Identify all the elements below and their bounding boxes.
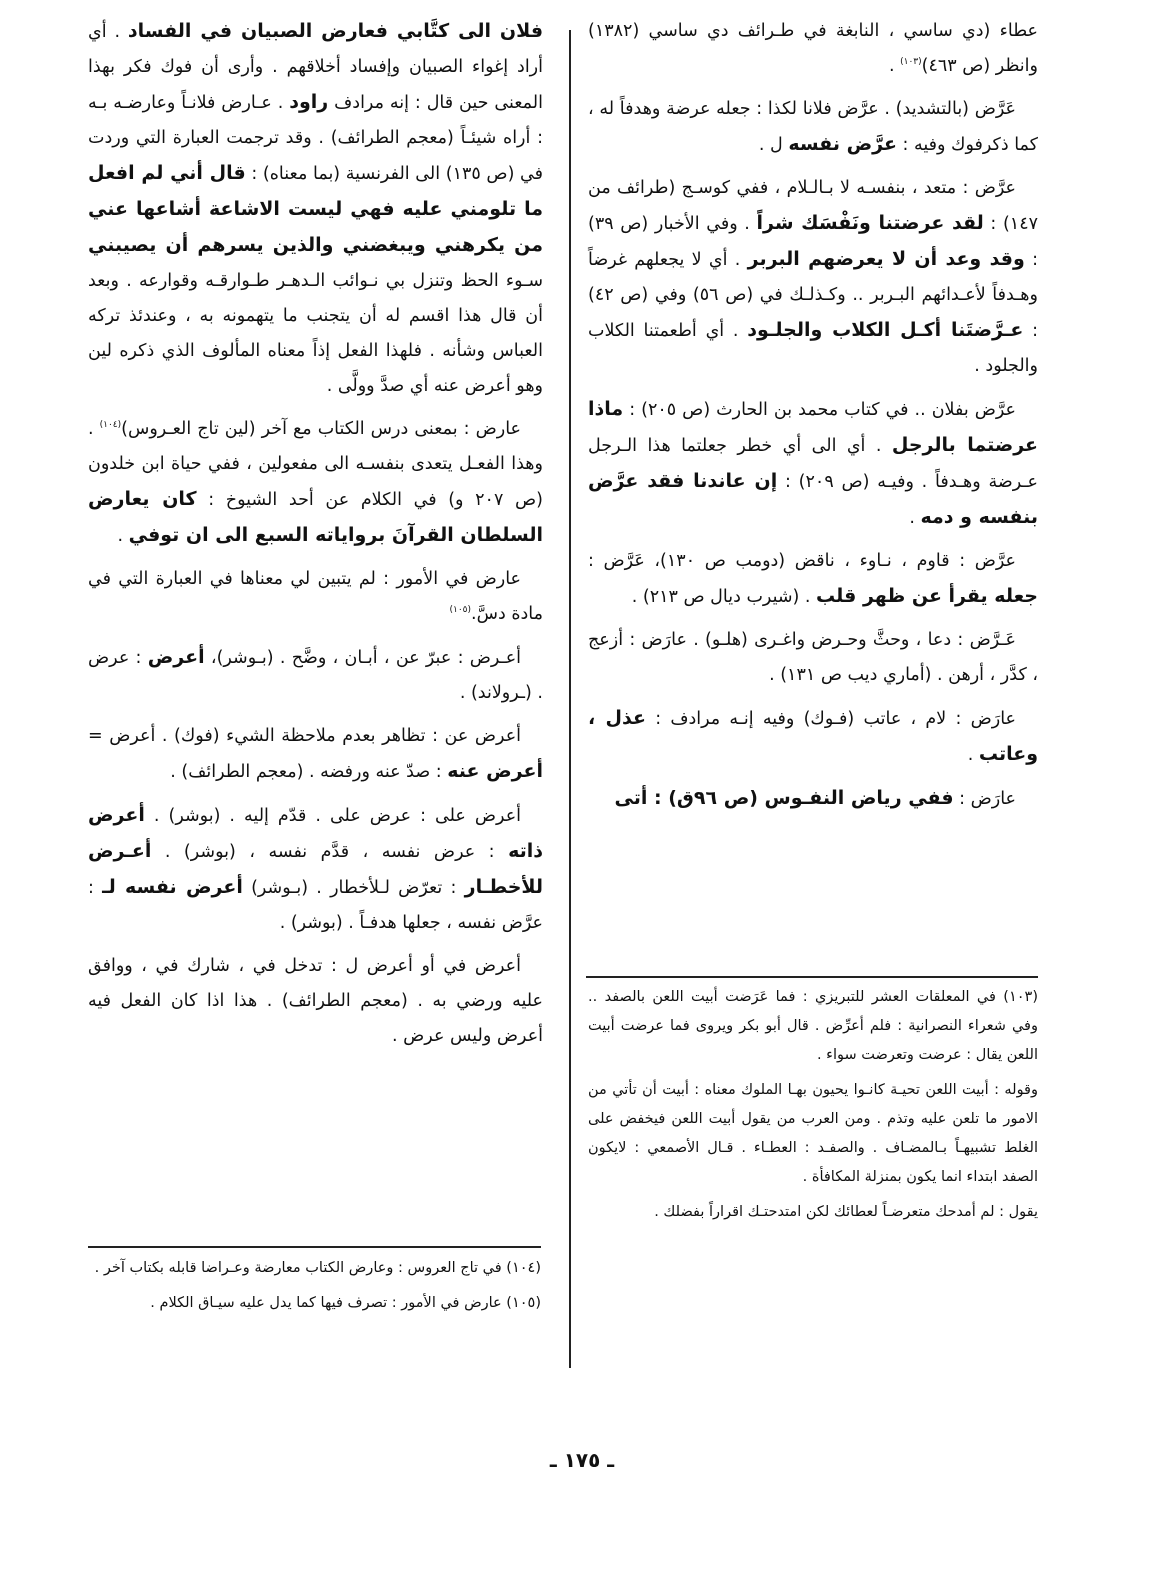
body-text: . (شيرب ديال ص ٢١٣) . [631,587,817,607]
emphasized-text: كان يعارض السلطان القرآنَ برواياته السبع الى ان توفي [88,488,543,546]
emphasized-text: أعرض ذاته [88,804,543,862]
body-text: عرَّض : قاوم ، نـاوء ، ناقض (دومب ص ١٣٠)، عَرَّض : [588,551,1016,571]
emphasized-text: ماذا عرضتما بالرجل [588,398,1039,456]
emphasized-text: أعرض [147,646,205,668]
right_column-paragraph [588,392,1038,536]
body-text: عارض في الأمور : لم يتبين لي معناها في العبارة التي في مادة دسَّ. [88,569,543,624]
emphasized-text: فلان الى كتَّابي فعارض الصبيان في الفساد [127,20,544,42]
footnote-separator-left [88,1246,541,1248]
right_column-paragraph [588,781,1038,817]
emphasized-text: جعله يقرأ عن ظهر قلب [816,585,1038,607]
footnote: يقول : لم أمدحك متعرضـاً لعطائك لكن امتدحتـك اقراراً بفضلك . [654,1204,1038,1220]
footnote: وقوله : أبيت اللعن تحيـة كانـوا يحيون بهـا الملوك معناه : أبيت أن تأتي من الامور ما تلعن عليه وتذم . ومن العرب من يقول أبيت اللعن فيخفض على الغلط تشبيهـاً بـالمضـاف . والصفـد : العطـاء . قـال الأصمعي : لايكون الصفد ابتداء انما يكون بمنزلة المكافأة . [588,1082,1038,1185]
right-text-column [588,14,1038,817]
right_column-paragraph [588,92,1038,163]
body-text: : عرض نفسه ، قدَّم نفسه ، (بوشر) . [151,842,509,862]
right_column-paragraph [588,14,1038,84]
body-text: . [909,508,921,528]
footnotes-left [88,1254,541,1318]
left_column-paragraph [88,798,543,941]
footnote-ref: (١٠٤) [99,420,122,431]
body-text: أعـرض : عبرّ عن ، أبـان ، وضَّح . (بـوشر)، [204,648,521,668]
body-text: . عـارض فلانـاً وعارضـه بـه : أراه شيئـاً (معجم الطرائف) . وقد ترجمت العبارة التي وردت في (ص ١٣٥) الى الفرنسية (بما معناه) : [88,93,544,184]
emphasized-text: إن عاندنا فقد عرَّض بنفسه و دمه [588,470,1038,528]
emphasized-text: عذل ، وعاتب [588,707,1038,765]
column-divider [569,30,571,1368]
left_column-paragraph [88,949,543,1054]
body-text: . [117,526,129,546]
left_column-paragraph [88,719,543,790]
footnotes-right [588,983,1038,1227]
body-text: عَرَّض (بالتشديد) . عرَّض فلانا لكذا : جعله عرضة وهدفاً له ، كما ذكرفوك وفيه : [588,99,1038,155]
body-text: : تعرّض لـلأخطار . (بـوشر) [242,878,465,898]
body-text: : صدّ عنه ورفضه . (معجم الطرائف) . [170,762,448,782]
right_column-paragraph [588,623,1038,693]
body-text: . [967,745,979,765]
footnote: (١٠٥) عارض في الأمور : تصرف فيها كما يدل عليه سيـاق الكلام . [150,1295,541,1311]
body-text: عطاء (دي ساسي ، النابغة في طـرائف دي ساسي (١٣٨٢) وانظر (ص ٤٦٣) [588,21,1038,76]
body-text: . أي لا يجعلهم غرضاً وهـدفاً لأعـدائهم البـربر .. وكـذلـك في (ص ٥٦) وفي (ص ٤٢) : [588,250,1038,341]
footnote: (١٠٣) في المعلقات العشر للتبريزي : فما عَرَضت أبيت اللعن بالصفد .. وفي شعراء النصرانية : فلم أعرِّض . قال أبو بكر ويروى فما عرضت أبيت اللعن يقال : عرضت وتعرضت سواء . [588,989,1038,1063]
emphasized-text: ففي رياض النفـوس (ص ٩٦ق) : أتى [614,787,954,809]
body-text: سـوء الحظ وتنزل بي نـوائب الـدهـر طـوارقـه وقوارعه . وبعد أن قال هذا اقسم له أن يتجنب ما يتهمونه به ، وعندئذ تركه العباس وشأنه . فلهذا الفعل إذاً معناه المألوف الذي ذكره لين وهو أعرض عنه أي صدَّ وولَّى . [88,271,543,396]
emphasized-text: أعرض عنه [447,760,543,782]
emphasized-text: عرَّض نفسه [788,133,897,155]
footnote-ref: (١٠٣) [900,57,922,68]
body-text: عَـرَّض : دعا ، وحثَّ وحـرض واغـرى (هلـو) . عارَض : أزعج ، كدَّر ، أرهن . (أماري ديب ص ١٣١) . [588,630,1038,685]
body-text: . أي أطعمتنا الكلاب والجلود . [588,321,1038,376]
body-text: عرَّض : متعد ، بنفسـه لا بـالـلام ، ففي كوسـج (طرائف من ١٤٧) : [588,178,1038,234]
emphasized-text: أعرض نفسه لـ [102,876,243,898]
left-text-column [88,14,543,1054]
left_column-paragraph [88,412,543,554]
right_column-paragraph [588,171,1038,384]
body-text: عارض : بمعنى درس الكتاب مع آخر (لين تاج العـروس) [121,419,521,439]
footnote-ref: (١٠٥) [449,605,472,616]
emphasized-text: أعـرض للأخطـار [88,840,543,898]
body-text: عرَّض بفلان .. في كتاب محمد بن الحارث (ص ٢٠٥) : [623,400,1016,420]
body-text: ل . [758,135,789,155]
body-text: . [888,56,901,76]
right_column-paragraph [588,544,1038,615]
body-text: : عرض . (ـرولاند) . [88,648,543,703]
right_column-paragraph [588,701,1038,773]
emphasized-text: قال أني لم افعل ما تلومني عليه فهي ليست الاشاعة أشاعها عني من يكرهني ويبغضني والذين يسرهم أن يصيبني [88,162,543,256]
emphasized-text: لقد عرضتنا ونَفْسَك شراً [756,212,984,234]
emphasized-text: راود [289,91,329,113]
body-text: . وفي الأخبار (ص ٣٩) : [588,214,1038,270]
body-text: عارَض : [953,789,1016,809]
body-text: . أي الى أي خطر جعلتما هذا الـرجل عـرضة وهـدفاً . وفيـه (ص ٢٠٩) : [588,436,1038,492]
body-text: أعرض على : عرض على . قدّم إليه . (بوشر) . [144,806,521,826]
body-text: : عرَّض نفسه ، جعلها هدفـاً . (بوشر) . [88,878,543,933]
emphasized-text: عـرَّضتَنا أكـل الكلاب والجلـود [747,319,1024,341]
left_column-paragraph [88,14,543,404]
left_column-paragraph [88,562,543,632]
footnote: (١٠٤) في تاج العروس : وعارض الكتاب معارضة وعـراضا قابله بكتاب آخر . [94,1260,541,1276]
left_column-paragraph [88,640,543,711]
body-text: . وهذا الفعـل يتعدى بنفسـه الى مفعولين ، ففي حياة ابن خلدون (ص ٢٠٧ و) في الكلام عن أحد الشيوخ : [88,419,543,510]
page-number: ـ ١٧٥ ـ [549,1448,615,1472]
body-text: عارَض : لام ، عاتب (فـوك) وفيه إنـه مرادف : [645,709,1016,729]
body-text: أعرض في أو أعرض ل : تدخل في ، شارك في ، ووافق عليه ورضي به . (معجم الطرائف) . هذا اذا كان الفعل فيه أعرض وليس عرض . [88,956,543,1046]
emphasized-text: وقد وعد أن لا يعرضهم البربر [747,248,1025,270]
body-text: أعرض عن : تظاهر بعدم ملاحظة الشيء (فوك) . أعرض = [88,726,521,746]
body-text: . أي أراد إغواء الصبيان وإفساد أخلاقهم . وأرى أن فوك فكر بهذا المعنى حين قال : إنه مرادف [88,22,543,113]
footnote-separator-right [586,976,1038,978]
